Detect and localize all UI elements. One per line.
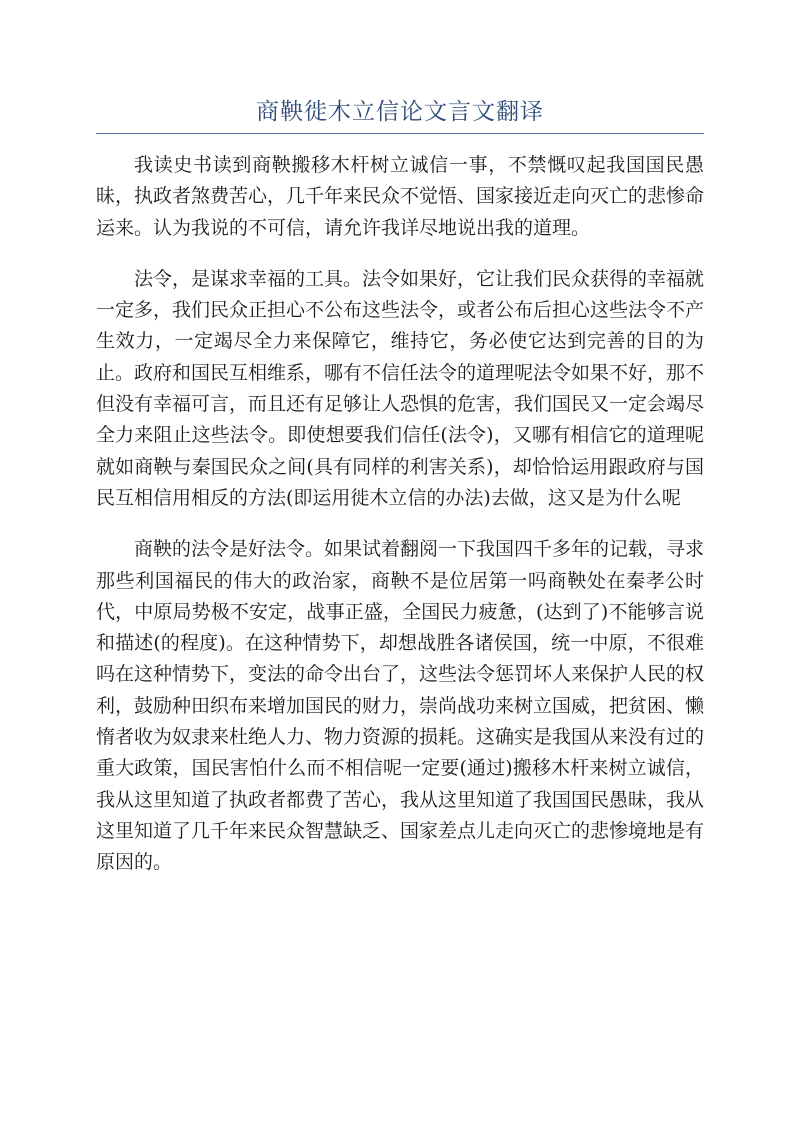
document-title: 商鞅徙木立信论文言文翻译 xyxy=(256,99,544,125)
paragraph-3: 商鞅的法令是好法令。如果试着翻阅一下我国四千多年的记载，寻求那些利国福民的伟大的政治家，商鞅不是位居第一吗商鞅处在秦孝公时代，中原局势极不安定，战事正盛，全国民力疲惫，(达到了)不能够言说和描述(的程度)。在这种情势下，却想战胜各诸侯国，统一中原，不很难吗在这种情势下，变法的命令出台了，这些法令惩罚坏人来保护人民的权利，鼓励种田织布来增加国民的财力，崇尚战功来树立国威，把贫困、懒惰者收为奴隶来杜绝人力、物力资源的损耗。这确实是我国从来没有过的重大政策，国民害怕什么而不相信呢一定要(通过)搬移木杆来树立诚信，我从这里知道了执政者都费了苦心，我从这里知道了我国国民愚昧，我从这里知道了几千年来民众智慧缺乏、国家差点儿走向灭亡的悲惨境地是有原因的。 xyxy=(96,538,705,874)
paragraph-2: 法令，是谋求幸福的工具。法令如果好，它让我们民众获得的幸福就一定多，我们民众正担心不公布这些法令，或者公布后担心这些法令不产生效力，一定竭尽全力来保障它，维持它，务必使它达到完善的目的为止。政府和国民互相维系，哪有不信任法令的道理呢法令如果不好，那不但没有幸福可言，而且还有足够让人恐惧的危害，我们国民又一定会竭尽全力来阻止这些法令。即使想要我们信任(法令)，又哪有相信它的道理呢就如商鞅与秦国民众之间(具有同样的利害关系)，却恰恰运用跟政府与国民互相信用相反的方法(即运用徙木立信的办法)去做，这又是为什么呢 xyxy=(96,267,705,509)
title-underline xyxy=(96,133,704,134)
document-body xyxy=(96,150,704,899)
paragraph-1: 我读史书读到商鞅搬移木杆树立诚信一事，不禁慨叹起我国国民愚昧，执政者煞费苦心，几千年来民众不觉悟、国家接近走向灭亡的悲惨命运来。认为我说的不可信，请允许我详尽地说出我的道理。 xyxy=(96,154,705,239)
